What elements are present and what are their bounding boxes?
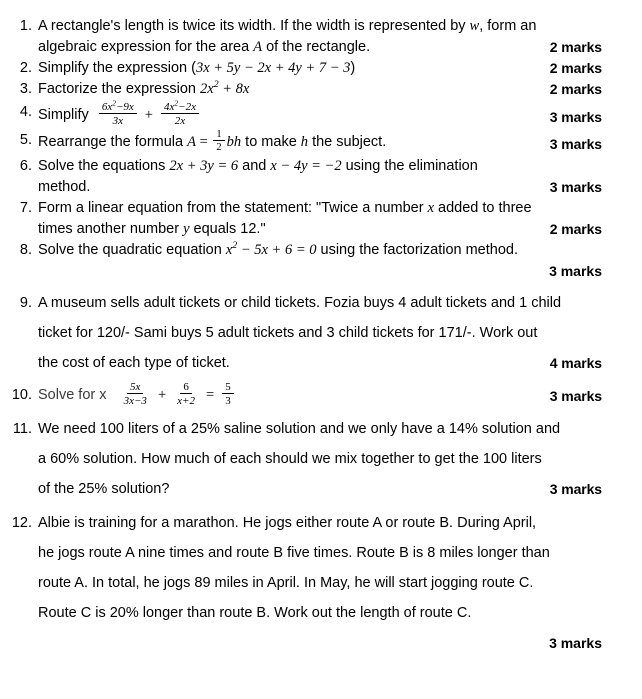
fraction-denominator: 3x — [112, 115, 123, 127]
question-body — [38, 58, 638, 79]
question-number: 7. — [19, 200, 32, 216]
question-number: 8. — [19, 242, 32, 258]
fraction-denominator: 3x−3 — [123, 395, 147, 408]
math-expression: 3x + 5y − 2x + 4y + 7 − 3 — [195, 60, 351, 76]
fraction-numerator: $4x^2-2x$ — [161, 101, 199, 114]
question-line — [38, 16, 638, 37]
question-number: 4. — [19, 104, 32, 120]
question-item-12 — [0, 508, 642, 658]
question-line: Route C is 20% longer than route B. Work out the length of route C. — [38, 605, 472, 621]
fraction-denominator: x+2 — [177, 395, 195, 408]
question-line — [38, 198, 638, 219]
marks-label: 4 marks — [549, 355, 602, 371]
fraction — [213, 129, 224, 153]
marks-label: 3 marks — [549, 263, 602, 279]
question-number: 6. — [19, 158, 32, 174]
question-item-10 — [0, 380, 642, 410]
question-line: ticket for 120/- Sami buys 5 adult tickets and 3 child tickets for 171/-. Work out — [38, 325, 538, 341]
text-run: algebraic expression for the area — [38, 39, 254, 55]
text-run: added to three — [434, 200, 532, 216]
text-run: , form an — [479, 18, 537, 34]
text-run: the subject. — [308, 133, 387, 150]
question-line: A museum sells adult tickets or child tickets. Fozia buys 4 adult tickets and 1 child — [38, 295, 562, 311]
question-line — [38, 177, 638, 198]
question-item-3 — [0, 79, 642, 100]
plus-sign: + — [144, 106, 153, 123]
fraction-denominator: 3 — [225, 395, 231, 408]
marks-label: 3 marks — [549, 109, 602, 125]
fraction — [121, 381, 150, 407]
question-line: Albie is training for a marathon. He jogs either route A or route B. During April, — [38, 515, 537, 531]
question-line — [38, 130, 638, 154]
question-line — [38, 58, 638, 79]
question-line — [38, 98, 638, 128]
question-line — [38, 474, 638, 504]
question-line — [38, 380, 638, 410]
text-run: of the 25% solution? — [38, 481, 170, 497]
question-body — [38, 98, 638, 128]
math-equation-2: x − 4y = −2 — [270, 158, 342, 174]
question-line: he jogs route A nine times and route B five times. Route B is 8 miles longer than — [38, 545, 550, 561]
text-run: method. — [38, 179, 91, 195]
worksheet-page — [0, 16, 642, 699]
text-run: Simplify the expression ( — [38, 60, 196, 76]
question-number: 9. — [19, 295, 32, 311]
text-run: Simplify — [38, 106, 89, 123]
text-run: the cost of each type of ticket. — [38, 355, 230, 371]
math-bh: bh — [226, 133, 242, 150]
fraction — [161, 98, 199, 127]
question-item-4 — [0, 98, 642, 128]
text-run: Solve the equations — [38, 158, 170, 174]
question-item-2 — [0, 58, 642, 79]
plus-sign: + — [157, 387, 167, 403]
text-run: using the elimination — [341, 158, 478, 174]
question-body — [38, 380, 638, 410]
fraction-numerator: 1 — [213, 129, 224, 141]
fraction — [99, 98, 137, 127]
text-run: equals 12." — [189, 221, 266, 237]
text-run: A rectangle's length is twice its width. If the width is represented by — [38, 18, 470, 34]
fraction — [222, 381, 234, 407]
marks-label: 3 marks — [549, 136, 602, 152]
marks-label: 2 marks — [549, 39, 602, 55]
text-run: times another number — [38, 221, 184, 237]
text-run: Solve the quadratic equation — [38, 242, 226, 258]
question-number: 12. — [11, 515, 32, 531]
question-line — [38, 219, 638, 240]
math-expression: $2x^2 + 8x$ — [200, 79, 250, 97]
marks-label: 3 marks — [549, 179, 602, 195]
fraction-denominator: 2x — [174, 115, 186, 127]
equals-sign: = — [195, 133, 212, 150]
question-item-8 — [0, 240, 642, 282]
question-body — [38, 16, 638, 58]
question-body — [38, 508, 638, 658]
question-line: route A. In total, he jogs 89 miles in April. In May, he will start jogging route C. — [38, 575, 534, 591]
math-equation-1: 2x + 3y = 6 — [169, 158, 239, 174]
fraction-numerator: 5 — [222, 381, 234, 394]
question-body — [38, 156, 638, 198]
question-number: 2. — [19, 60, 32, 76]
question-body — [38, 288, 638, 378]
text-run: Rearrange the formula — [38, 133, 188, 150]
question-number: 5. — [19, 132, 32, 148]
math-var-A: A — [187, 133, 196, 150]
question-line — [38, 79, 638, 100]
fraction-numerator: 6 — [180, 381, 192, 394]
question-line — [38, 37, 638, 58]
text-run: Form a linear equation from the statement: "Twice a number — [38, 200, 428, 216]
fraction-numerator: $6x^2-9x$ — [99, 101, 137, 114]
text-run: and — [238, 158, 271, 174]
question-line — [38, 628, 638, 658]
text-run: to make — [241, 133, 301, 150]
fraction — [174, 381, 198, 407]
text-run: Solve for x — [38, 387, 107, 403]
math-var-A: A — [253, 39, 263, 55]
math-var-y: y — [183, 221, 190, 237]
math-var-w: w — [469, 18, 480, 34]
marks-label: 3 marks — [549, 481, 602, 497]
marks-label: 2 marks — [549, 60, 602, 76]
question-number: 10. — [11, 387, 32, 403]
text-run: Factorize the expression — [38, 81, 200, 97]
math-var-h: h — [300, 133, 309, 150]
question-body — [38, 414, 638, 504]
marks-label: 2 marks — [549, 81, 602, 97]
equals-sign: = — [206, 387, 215, 403]
marks-label: 3 marks — [549, 388, 602, 404]
question-line — [38, 348, 638, 378]
text-run: of the rectangle. — [262, 39, 371, 55]
question-line — [38, 261, 638, 282]
question-line: a 60% solution. How much of each should we mix together to get the 100 liters — [38, 451, 542, 467]
fraction-numerator: 5x — [127, 381, 143, 394]
question-item-6 — [0, 156, 642, 198]
text-run: ) — [350, 60, 356, 76]
marks-label: 2 marks — [549, 221, 602, 237]
question-number: 1. — [19, 18, 32, 34]
question-item-5 — [0, 130, 642, 154]
question-line — [38, 156, 638, 177]
math-var-x: x — [427, 200, 435, 216]
question-line — [38, 240, 638, 261]
question-item-1 — [0, 16, 642, 58]
question-number: 11. — [12, 421, 32, 437]
fraction-denominator: 2 — [216, 142, 222, 153]
question-item-7 — [0, 198, 642, 240]
question-body — [38, 79, 638, 100]
math-equation: $x^2 - 5x + 6 = 0$ — [225, 240, 317, 258]
question-item-9 — [0, 288, 642, 378]
question-body — [38, 198, 638, 240]
question-body — [38, 130, 638, 154]
question-number: 3. — [19, 81, 32, 97]
text-run: using the factorization method. — [316, 242, 518, 258]
question-item-11 — [0, 414, 642, 504]
question-body — [38, 240, 638, 282]
question-line: We need 100 liters of a 25% saline solution and we only have a 14% solution and — [38, 421, 561, 437]
marks-label: 3 marks — [549, 635, 602, 651]
